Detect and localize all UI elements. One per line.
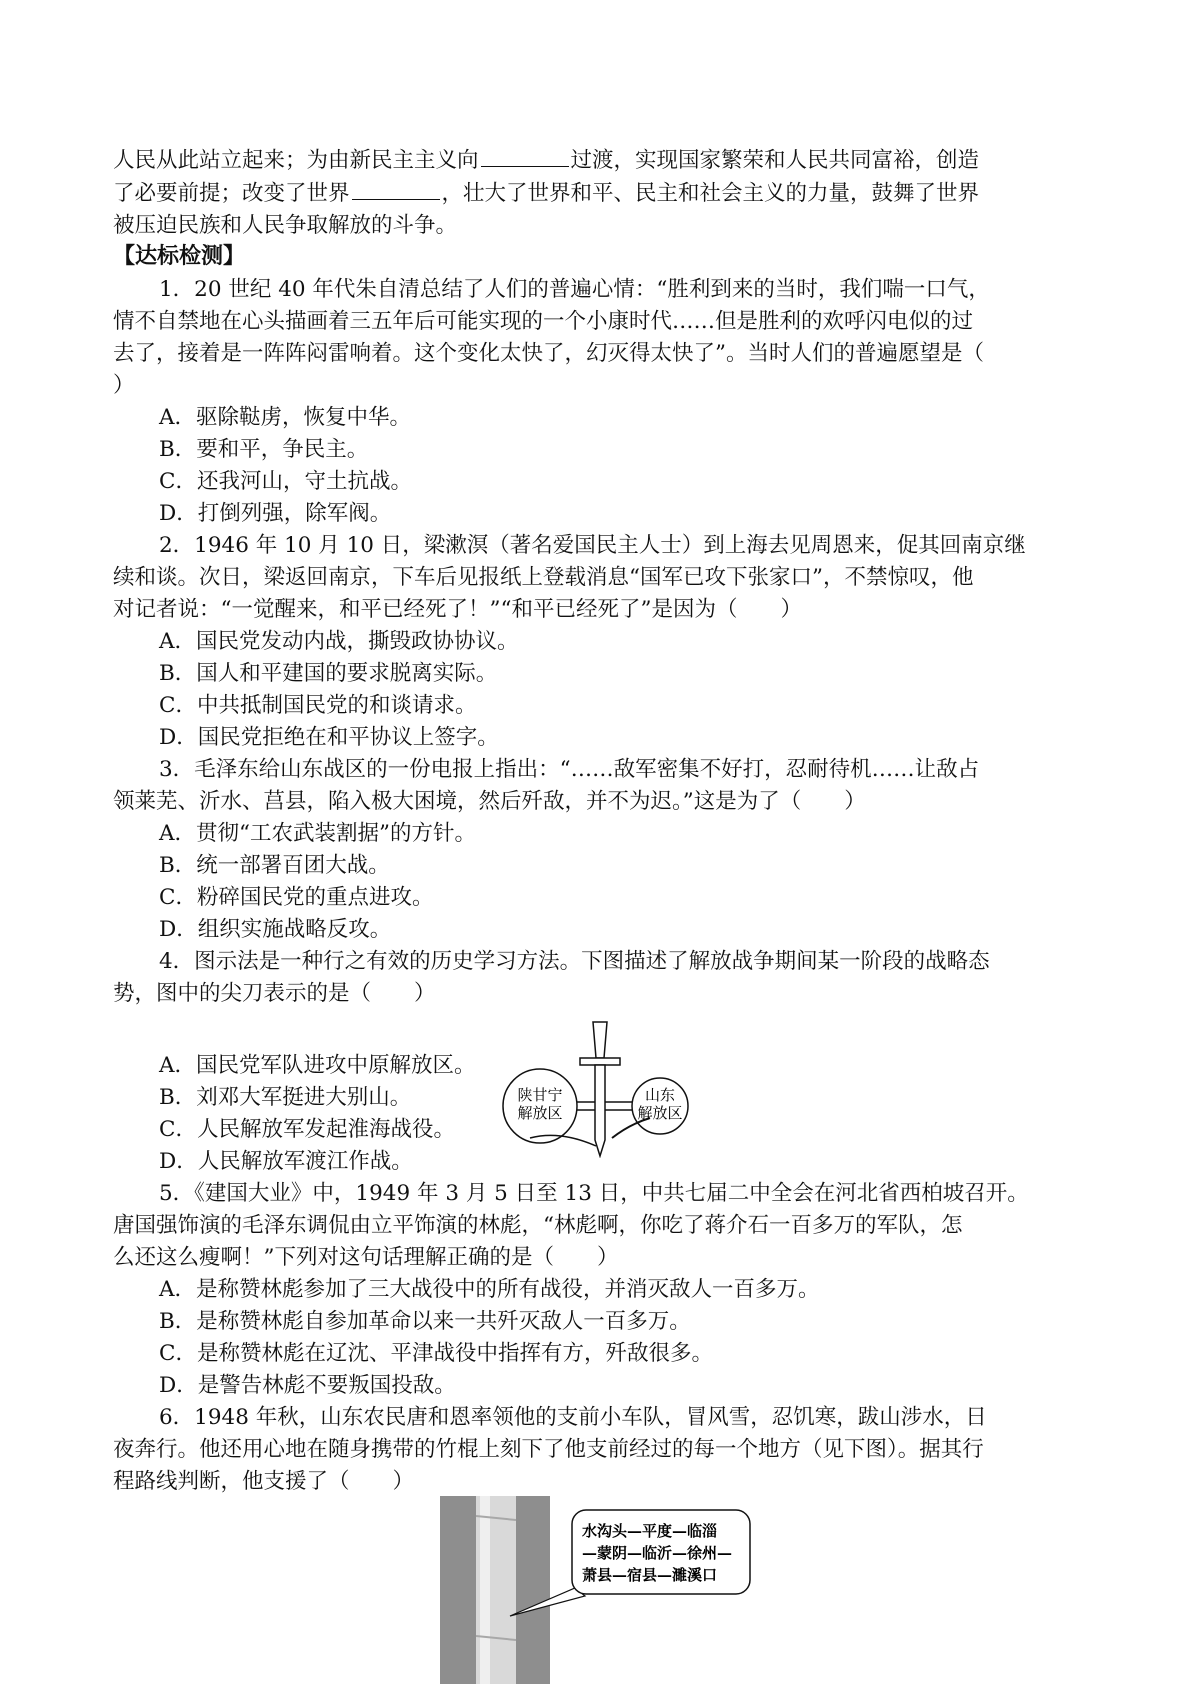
route-line-1: 水沟头—平度—临淄 — [582, 1522, 718, 1540]
route-line-2: —蒙阴—临沂—徐州— — [582, 1544, 733, 1562]
q1-line-2: 情不自禁地在心头描画着三五年后可能实现的一个小康时代……但是胜利的欢呼闪电似的过 — [113, 309, 974, 334]
fill-blank-2[interactable] — [352, 181, 440, 200]
q1-option-c[interactable]: C．还我河山，守土抗战。 — [159, 469, 412, 494]
text: 过渡，实现国家繁荣和人民共同富裕，创造 — [570, 148, 980, 173]
q3-line-2: 领莱芜、沂水、莒县，陷入极大困境，然后歼敌，并不为迟。”这是为了（ ） — [113, 789, 866, 814]
q4-line-2: 势，图中的尖刀表示的是（ ） — [113, 981, 436, 1006]
q1-option-b[interactable]: B．要和平，争民主。 — [159, 437, 369, 462]
q6-line-3: 程路线判断，他支援了（ ） — [113, 1469, 415, 1494]
text: 人民从此站立起来；为由新民主主义向 — [113, 148, 479, 173]
left-region-label-1: 陕甘宁 — [517, 1086, 563, 1104]
fill-blank-1[interactable] — [481, 148, 569, 167]
q2-option-a[interactable]: A．国民党发动内战，撕毁政协协议。 — [159, 629, 519, 654]
q2-option-c[interactable]: C．中共抵制国民党的和谈请求。 — [159, 693, 477, 718]
intro-line-1 — [113, 145, 979, 177]
q5-option-a[interactable]: A．是称赞林彪参加了三大战役中的所有战役，并消灭敌人一百多万。 — [159, 1277, 820, 1302]
q3-option-c[interactable]: C．粉碎国民党的重点进攻。 — [159, 885, 434, 910]
right-region-label-1: 山东 — [644, 1086, 676, 1104]
q3-option-a[interactable]: A．贯彻“工农武装割据”的方针。 — [159, 821, 477, 846]
q5-option-b[interactable]: B．是称赞林彪自参加革命以来一共歼灭敌人一百多万。 — [159, 1309, 691, 1334]
q4-line-1: 4．图示法是一种行之有效的历史学习方法。下图描述了解放战争期间某一阶段的战略态 — [159, 949, 990, 974]
q1-line-1: 1．20 世纪 40 年代朱自清总结了人们的普遍心情：“胜利到来的当时，我们喘一口气， — [159, 277, 990, 302]
right-region-label-2: 解放区 — [637, 1104, 683, 1122]
q3-line-1: 3．毛泽东给山东战区的一份电报上指出：“……敌军密集不好打，忍耐待机……让敌占 — [159, 757, 980, 782]
intro-line-2 — [113, 178, 979, 210]
bamboo-highlight — [480, 1496, 490, 1684]
q3-option-b[interactable]: B．统一部署百团大战。 — [159, 853, 390, 878]
q4-option-a[interactable]: A．国民党军队进攻中原解放区。 — [159, 1053, 476, 1078]
q5-line-1: 5．《建国大业》中，1949 年 3 月 5 日至 13 日，中共七届二中全会在河北省西柏坡召开。 — [159, 1181, 1029, 1206]
strategic-situation-diagram — [500, 1018, 690, 1158]
q1-option-a[interactable]: A．驱除鞑虏，恢复中华。 — [159, 405, 412, 430]
q5-option-c[interactable]: C．是称赞林彪在辽沈、平津战役中指挥有方，歼敌很多。 — [159, 1341, 713, 1366]
q6-line-1: 6．1948 年秋，山东农民唐和恩率领他的支前小车队，冒风雪，忍饥寒，跋山涉水，日 — [159, 1405, 987, 1430]
q4-option-b[interactable]: B．刘邓大军挺进大别山。 — [159, 1085, 412, 1110]
text: 了必要前提；改变了世界 — [113, 181, 350, 206]
q5-option-d[interactable]: D．是警告林彪不要叛国投敌。 — [159, 1373, 456, 1398]
q2-option-d[interactable]: D．国民党拒绝在和平协议上签字。 — [159, 725, 499, 750]
q4-option-d[interactable]: D．人民解放军渡江作战。 — [159, 1149, 413, 1174]
text: ，壮大了世界和平、民主和社会主义的力量，鼓舞了世界 — [441, 181, 980, 206]
q2-line-1: 2．1946 年 10 月 10 日，梁漱溟（著名爱国民主人士）到上海去见周恩来，促其回南京继 — [159, 533, 1026, 558]
q2-line-3: 对记者说：“一觉醒来，和平已经死了！”“和平已经死了”是因为（ ） — [113, 597, 802, 622]
q2-option-b[interactable]: B．国人和平建国的要求脱离实际。 — [159, 661, 498, 686]
q2-line-2: 续和谈。次日，梁返回南京，下车后见报纸上登载消息“国军已攻下张家口”，不禁惊叹，他 — [113, 565, 974, 590]
q3-option-d[interactable]: D．组织实施战略反攻。 — [159, 917, 392, 942]
intro-line-3: 被压迫民族和人民争取解放的斗争。 — [113, 213, 458, 238]
q5-line-2: 唐国强饰演的毛泽东调侃由立平饰演的林彪，“林彪啊，你吃了蒋介石一百多万的军队，怎 — [113, 1213, 963, 1238]
q1-option-d[interactable]: D．打倒列强，除军阀。 — [159, 501, 392, 526]
route-line-3: 萧县—宿县—濉溪口 — [582, 1566, 718, 1584]
q6-line-2: 夜奔行。他还用心地在随身携带的竹棍上刻下了他支前经过的每一个地方（见下图）。据其行 — [113, 1437, 984, 1462]
bamboo-stick-figure — [440, 1496, 770, 1684]
q1-line-4: ） — [113, 373, 135, 398]
section-heading: 【达标检测】 — [113, 244, 246, 269]
left-region-label-2: 解放区 — [517, 1104, 563, 1122]
q1-line-3: 去了，接着是一阵阵闷雷响着。这个变化太快了，幻灭得太快了”。当时人们的普遍愿望是（ — [113, 341, 984, 366]
q4-option-c[interactable]: C．人民解放军发起淮海战役。 — [159, 1117, 455, 1142]
q5-line-3: 么还这么瘦啊！”下列对这句话理解正确的是（ ） — [113, 1245, 619, 1270]
